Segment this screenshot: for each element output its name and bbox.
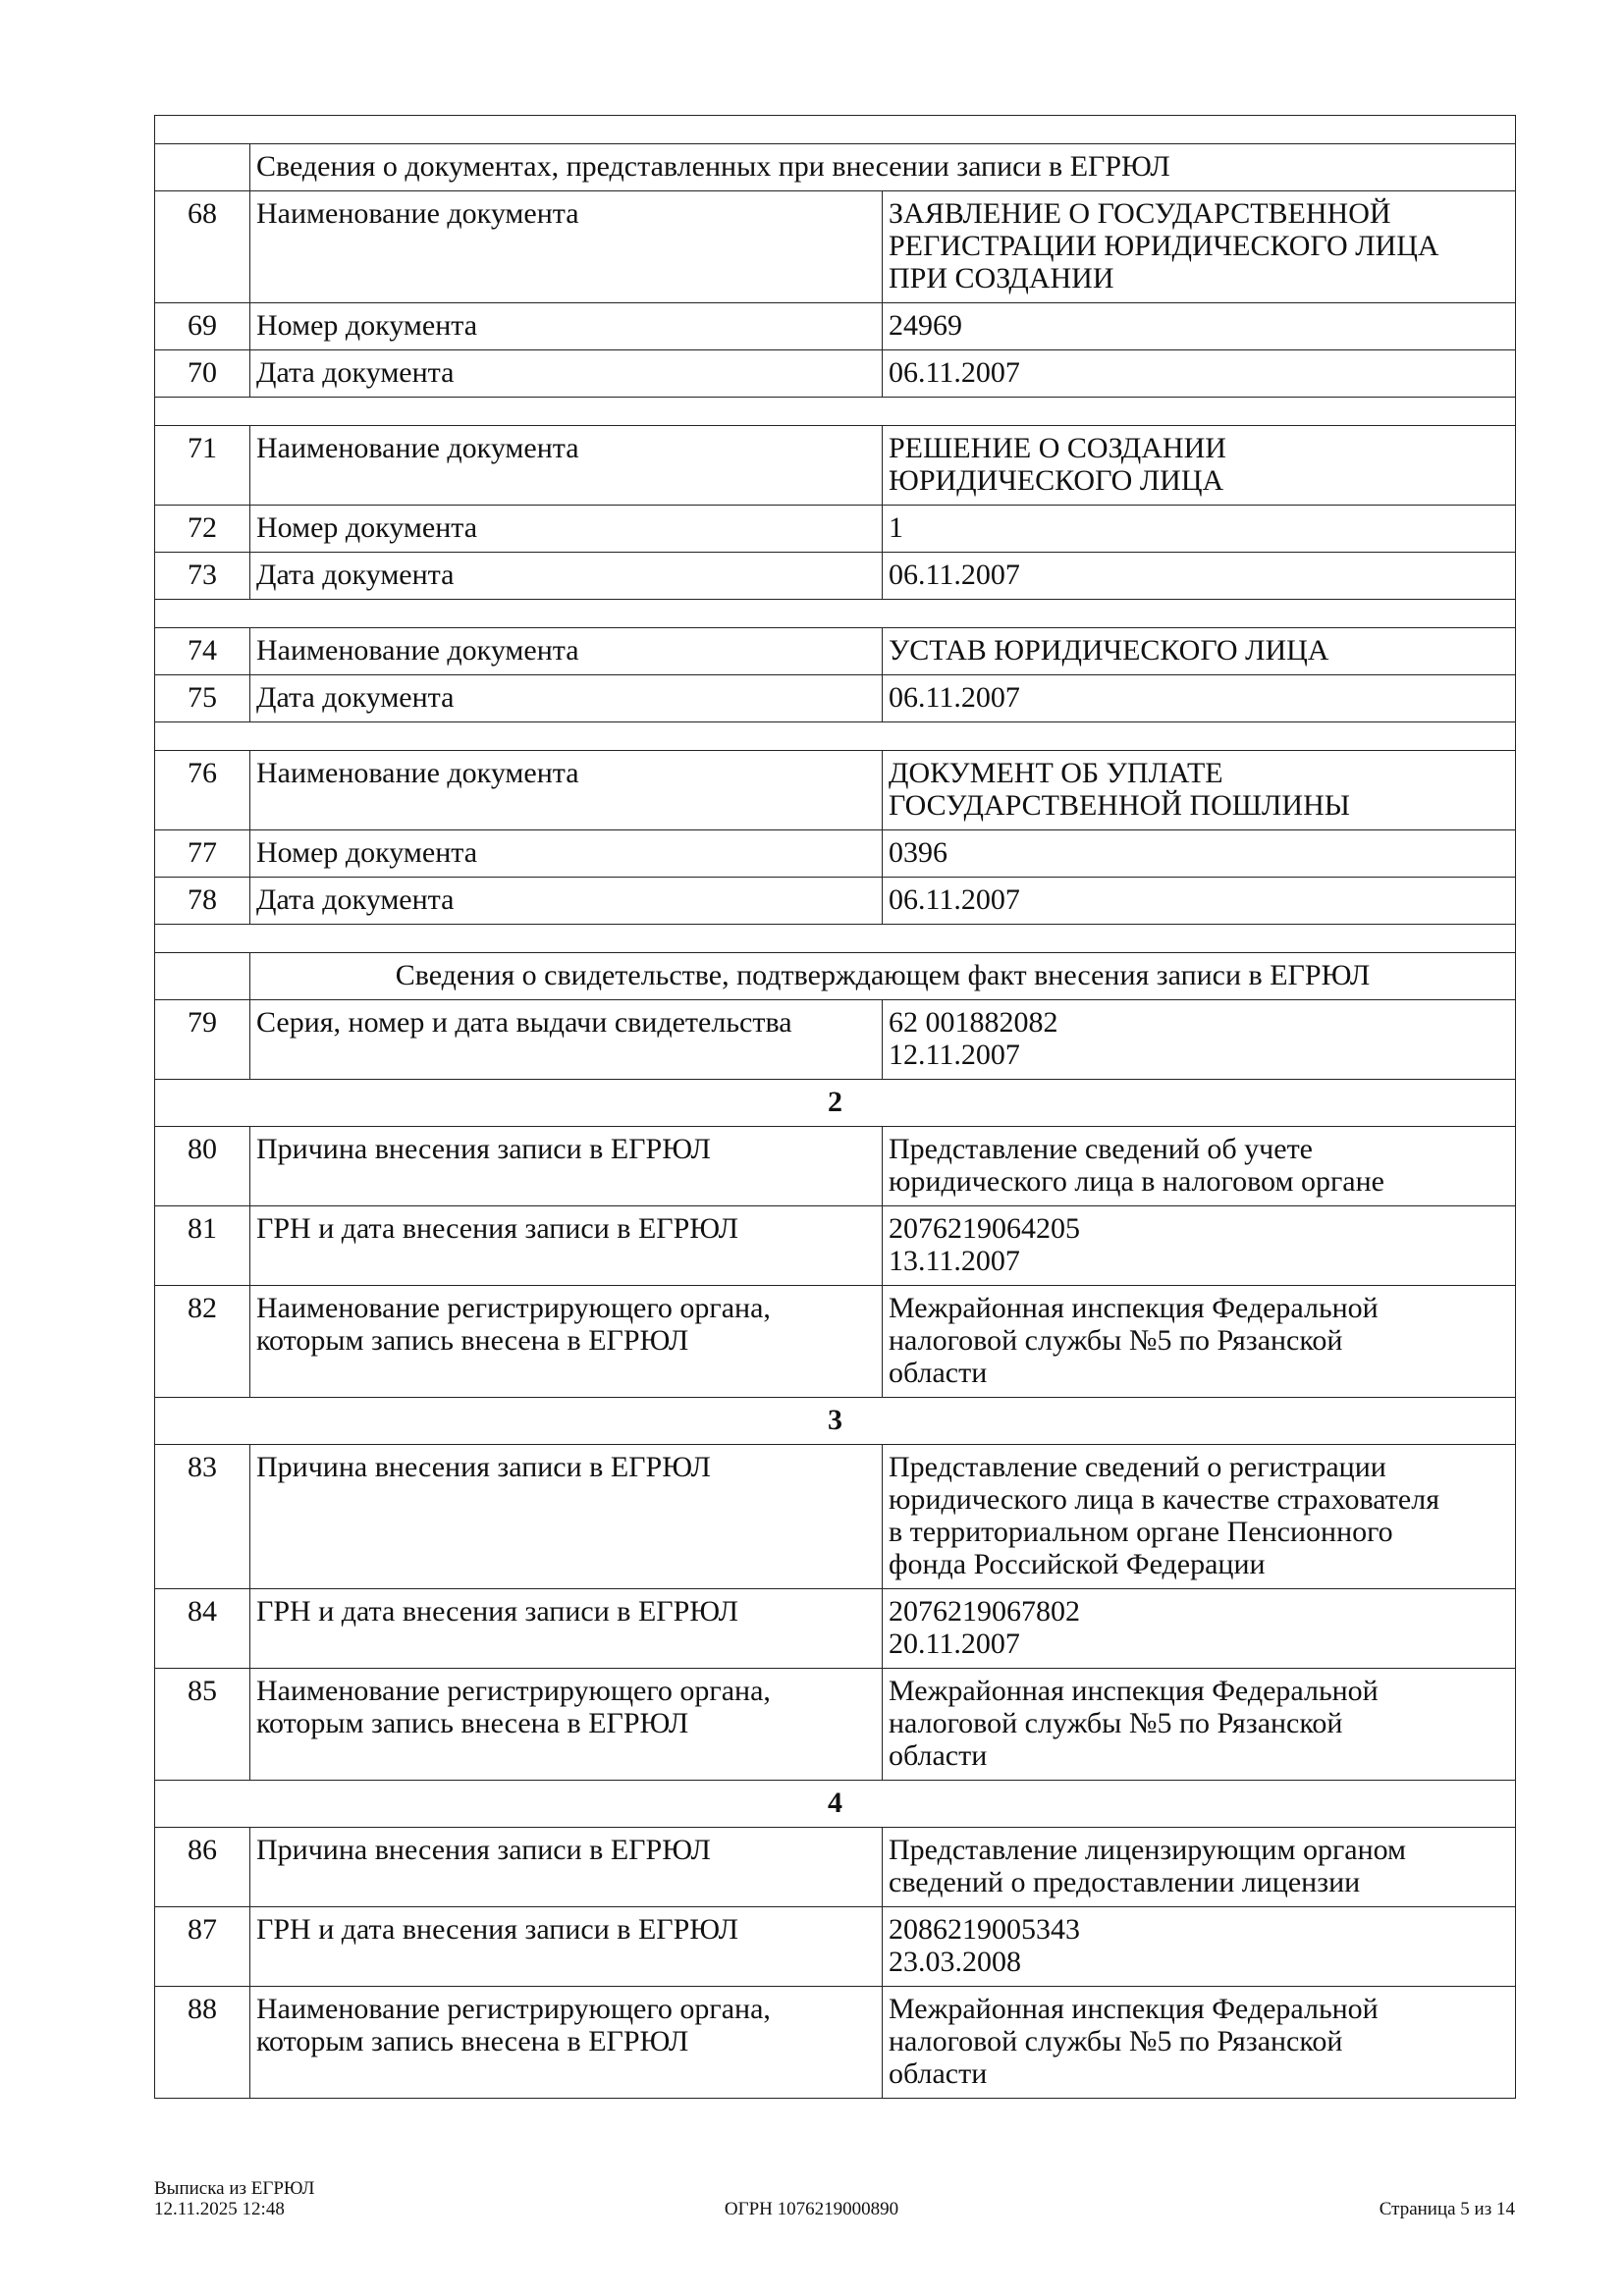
row-value-line: налоговой службы №5 по Рязанской <box>889 1707 1343 1739</box>
row-value-line: РЕШЕНИЕ О СОЗДАНИИ <box>889 432 1226 464</box>
table-row <box>155 1445 1516 1589</box>
row-value <box>883 1127 1516 1206</box>
row-label: ГРН и дата внесения записи в ЕГРЮЛ <box>250 1589 883 1669</box>
table-row <box>155 506 1516 553</box>
row-value-line: 0396 <box>889 836 947 869</box>
row-value <box>883 878 1516 925</box>
row-number: 80 <box>155 1127 250 1206</box>
row-value-line: Представление сведений о регистрации <box>889 1451 1386 1483</box>
row-label: Наименование документа <box>250 751 883 830</box>
row-number: 68 <box>155 191 250 303</box>
row-label: ГРН и дата внесения записи в ЕГРЮЛ <box>250 1907 883 1987</box>
row-number: 76 <box>155 751 250 830</box>
row-label: Причина внесения записи в ЕГРЮЛ <box>250 1828 883 1907</box>
row-value-line: ЮРИДИЧЕСКОГО ЛИЦА <box>889 464 1224 497</box>
row-label-line: которым запись внесена в ЕГРЮЛ <box>256 1707 689 1739</box>
footer-page-number: Страница 5 из 14 <box>1379 2199 1515 2219</box>
row-value <box>883 303 1516 350</box>
row-value <box>883 1589 1516 1669</box>
table-row <box>155 1000 1516 1080</box>
row-number: 71 <box>155 426 250 506</box>
row-number: 83 <box>155 1445 250 1589</box>
row-label <box>250 1669 883 1781</box>
row-value-line: фонда Российской Федерации <box>889 1548 1266 1580</box>
row-value-line: налоговой службы №5 по Рязанской <box>889 1324 1343 1357</box>
record-number: 3 <box>155 1398 1516 1445</box>
record-number: 4 <box>155 1781 1516 1828</box>
record-number-row <box>155 1781 1516 1828</box>
row-label-line: которым запись внесена в ЕГРЮЛ <box>256 2025 689 2057</box>
row-number: 85 <box>155 1669 250 1781</box>
row-number: 75 <box>155 675 250 722</box>
table-row <box>155 751 1516 830</box>
table-row <box>155 350 1516 398</box>
table-spacer-row <box>155 925 1516 953</box>
row-value-line: Межрайонная инспекция Федеральной <box>889 1993 1379 2025</box>
row-value-line: сведений о предоставлении лицензии <box>889 1866 1361 1898</box>
row-value <box>883 830 1516 878</box>
row-label: Наименование документа <box>250 191 883 303</box>
row-value-line: 23.03.2008 <box>889 1946 1021 1978</box>
table-spacer-row <box>155 398 1516 426</box>
row-label: Дата документа <box>250 878 883 925</box>
row-value-line: 12.11.2007 <box>889 1039 1020 1071</box>
row-value <box>883 1206 1516 1286</box>
row-value-line: области <box>889 1357 988 1389</box>
row-value <box>883 426 1516 506</box>
row-value-line: 2076219067802 <box>889 1595 1080 1628</box>
row-value-line: 06.11.2007 <box>889 559 1020 591</box>
row-value-line: 06.11.2007 <box>889 356 1020 389</box>
row-label: Номер документа <box>250 303 883 350</box>
row-number: 77 <box>155 830 250 878</box>
row-value-line: 06.11.2007 <box>889 681 1020 714</box>
section-header-text: Сведения о документах, представленных при внесении записи в ЕГРЮЛ <box>250 144 1516 191</box>
row-label-line: которым запись внесена в ЕГРЮЛ <box>256 1324 689 1357</box>
section-header-text: Сведения о свидетельстве, подтверждающем факт внесения записи в ЕГРЮЛ <box>250 953 1516 1000</box>
table-row <box>155 1987 1516 2099</box>
row-label-line: Наименование регистрирующего органа, <box>256 1675 771 1707</box>
row-label: Номер документа <box>250 830 883 878</box>
row-label: Дата документа <box>250 350 883 398</box>
row-value-line: 2076219064205 <box>889 1212 1080 1245</box>
row-number: 69 <box>155 303 250 350</box>
record-number-row <box>155 1398 1516 1445</box>
row-label: ГРН и дата внесения записи в ЕГРЮЛ <box>250 1206 883 1286</box>
row-value-line: налоговой службы №5 по Рязанской <box>889 2025 1343 2057</box>
row-label: Дата документа <box>250 553 883 600</box>
row-number: 79 <box>155 1000 250 1080</box>
row-value-line: Представление лицензирующим органом <box>889 1834 1407 1866</box>
row-label: Серия, номер и дата выдачи свидетельства <box>250 1000 883 1080</box>
footer-doc-title: Выписка из ЕГРЮЛ <box>154 2178 315 2199</box>
row-value-line: ЗАЯВЛЕНИЕ О ГОСУДАРСТВЕННОЙ <box>889 197 1391 230</box>
record-number-row <box>155 1080 1516 1127</box>
row-value <box>883 628 1516 675</box>
row-number: 70 <box>155 350 250 398</box>
row-number: 81 <box>155 1206 250 1286</box>
table-row <box>155 426 1516 506</box>
header-num-cell <box>155 953 250 1000</box>
table-row <box>155 1286 1516 1398</box>
table-row <box>155 1669 1516 1781</box>
row-number: 74 <box>155 628 250 675</box>
table-row <box>155 1127 1516 1206</box>
row-value-line: Представление сведений об учете <box>889 1133 1313 1165</box>
row-value <box>883 675 1516 722</box>
table-spacer-row <box>155 116 1516 144</box>
table-row <box>155 191 1516 303</box>
spacer-cell <box>155 925 1516 953</box>
row-value-line: УСТАВ ЮРИДИЧЕСКОГО ЛИЦА <box>889 634 1329 667</box>
table-row <box>155 553 1516 600</box>
spacer-cell <box>155 116 1516 144</box>
row-value-line: ГОСУДАРСТВЕННОЙ ПОШЛИНЫ <box>889 789 1350 822</box>
footer-ogrn: ОГРН 1076219000890 <box>724 2199 899 2219</box>
table-row <box>155 1907 1516 1987</box>
table-row <box>155 878 1516 925</box>
row-value <box>883 1000 1516 1080</box>
row-value-line: 1 <box>889 511 903 544</box>
row-label <box>250 1286 883 1398</box>
table-row <box>155 628 1516 675</box>
row-value <box>883 191 1516 303</box>
table-row <box>155 1589 1516 1669</box>
section-header-row <box>155 144 1516 191</box>
table-row <box>155 303 1516 350</box>
table-row <box>155 830 1516 878</box>
row-label-line: Наименование регистрирующего органа, <box>256 1993 771 2025</box>
row-label: Наименование документа <box>250 426 883 506</box>
row-number: 78 <box>155 878 250 925</box>
row-value-line: 24969 <box>889 309 962 342</box>
row-number: 86 <box>155 1828 250 1907</box>
row-value <box>883 506 1516 553</box>
row-value <box>883 1669 1516 1781</box>
row-value-line: 13.11.2007 <box>889 1245 1020 1277</box>
row-value-line: 20.11.2007 <box>889 1628 1020 1660</box>
header-num-cell <box>155 144 250 191</box>
record-number: 2 <box>155 1080 1516 1127</box>
row-value-line: РЕГИСТРАЦИИ ЮРИДИЧЕСКОГО ЛИЦА <box>889 230 1439 262</box>
row-value-line: юридического лица в налоговом органе <box>889 1165 1384 1198</box>
row-value <box>883 350 1516 398</box>
row-value-line: области <box>889 1739 988 1772</box>
row-value-line: 62 001882082 <box>889 1006 1058 1039</box>
table-spacer-row <box>155 600 1516 628</box>
row-label <box>250 1987 883 2099</box>
row-label: Номер документа <box>250 506 883 553</box>
row-value <box>883 1907 1516 1987</box>
row-value <box>883 1286 1516 1398</box>
row-label: Наименование документа <box>250 628 883 675</box>
row-label: Причина внесения записи в ЕГРЮЛ <box>250 1127 883 1206</box>
table-row <box>155 675 1516 722</box>
row-value <box>883 751 1516 830</box>
row-value <box>883 1445 1516 1589</box>
row-number: 84 <box>155 1589 250 1669</box>
row-value-line: области <box>889 2057 988 2090</box>
row-number: 88 <box>155 1987 250 2099</box>
row-label-line: Наименование регистрирующего органа, <box>256 1292 771 1324</box>
row-value <box>883 1828 1516 1907</box>
spacer-cell <box>155 398 1516 426</box>
row-number: 87 <box>155 1907 250 1987</box>
row-value-line: юридического лица в качестве страхователя <box>889 1483 1440 1516</box>
table-row <box>155 1828 1516 1907</box>
row-value-line: в территориальном органе Пенсионного <box>889 1516 1393 1548</box>
table-spacer-row <box>155 722 1516 751</box>
footer-datetime: 12.11.2025 12:48 <box>154 2199 285 2219</box>
row-value-line: ПРИ СОЗДАНИИ <box>889 262 1114 294</box>
row-value <box>883 553 1516 600</box>
table-row <box>155 1206 1516 1286</box>
row-value-line: ДОКУМЕНТ ОБ УПЛАТЕ <box>889 757 1223 789</box>
row-label: Причина внесения записи в ЕГРЮЛ <box>250 1445 883 1589</box>
section-header-row <box>155 953 1516 1000</box>
egrul-extract-table <box>154 115 1516 2099</box>
row-number: 72 <box>155 506 250 553</box>
row-value-line: Межрайонная инспекция Федеральной <box>889 1292 1379 1324</box>
row-value-line: 06.11.2007 <box>889 883 1020 916</box>
spacer-cell <box>155 600 1516 628</box>
row-value-line: 2086219005343 <box>889 1913 1080 1946</box>
row-value-line: Межрайонная инспекция Федеральной <box>889 1675 1379 1707</box>
row-value <box>883 1987 1516 2099</box>
row-label: Дата документа <box>250 675 883 722</box>
row-number: 73 <box>155 553 250 600</box>
row-number: 82 <box>155 1286 250 1398</box>
spacer-cell <box>155 722 1516 751</box>
